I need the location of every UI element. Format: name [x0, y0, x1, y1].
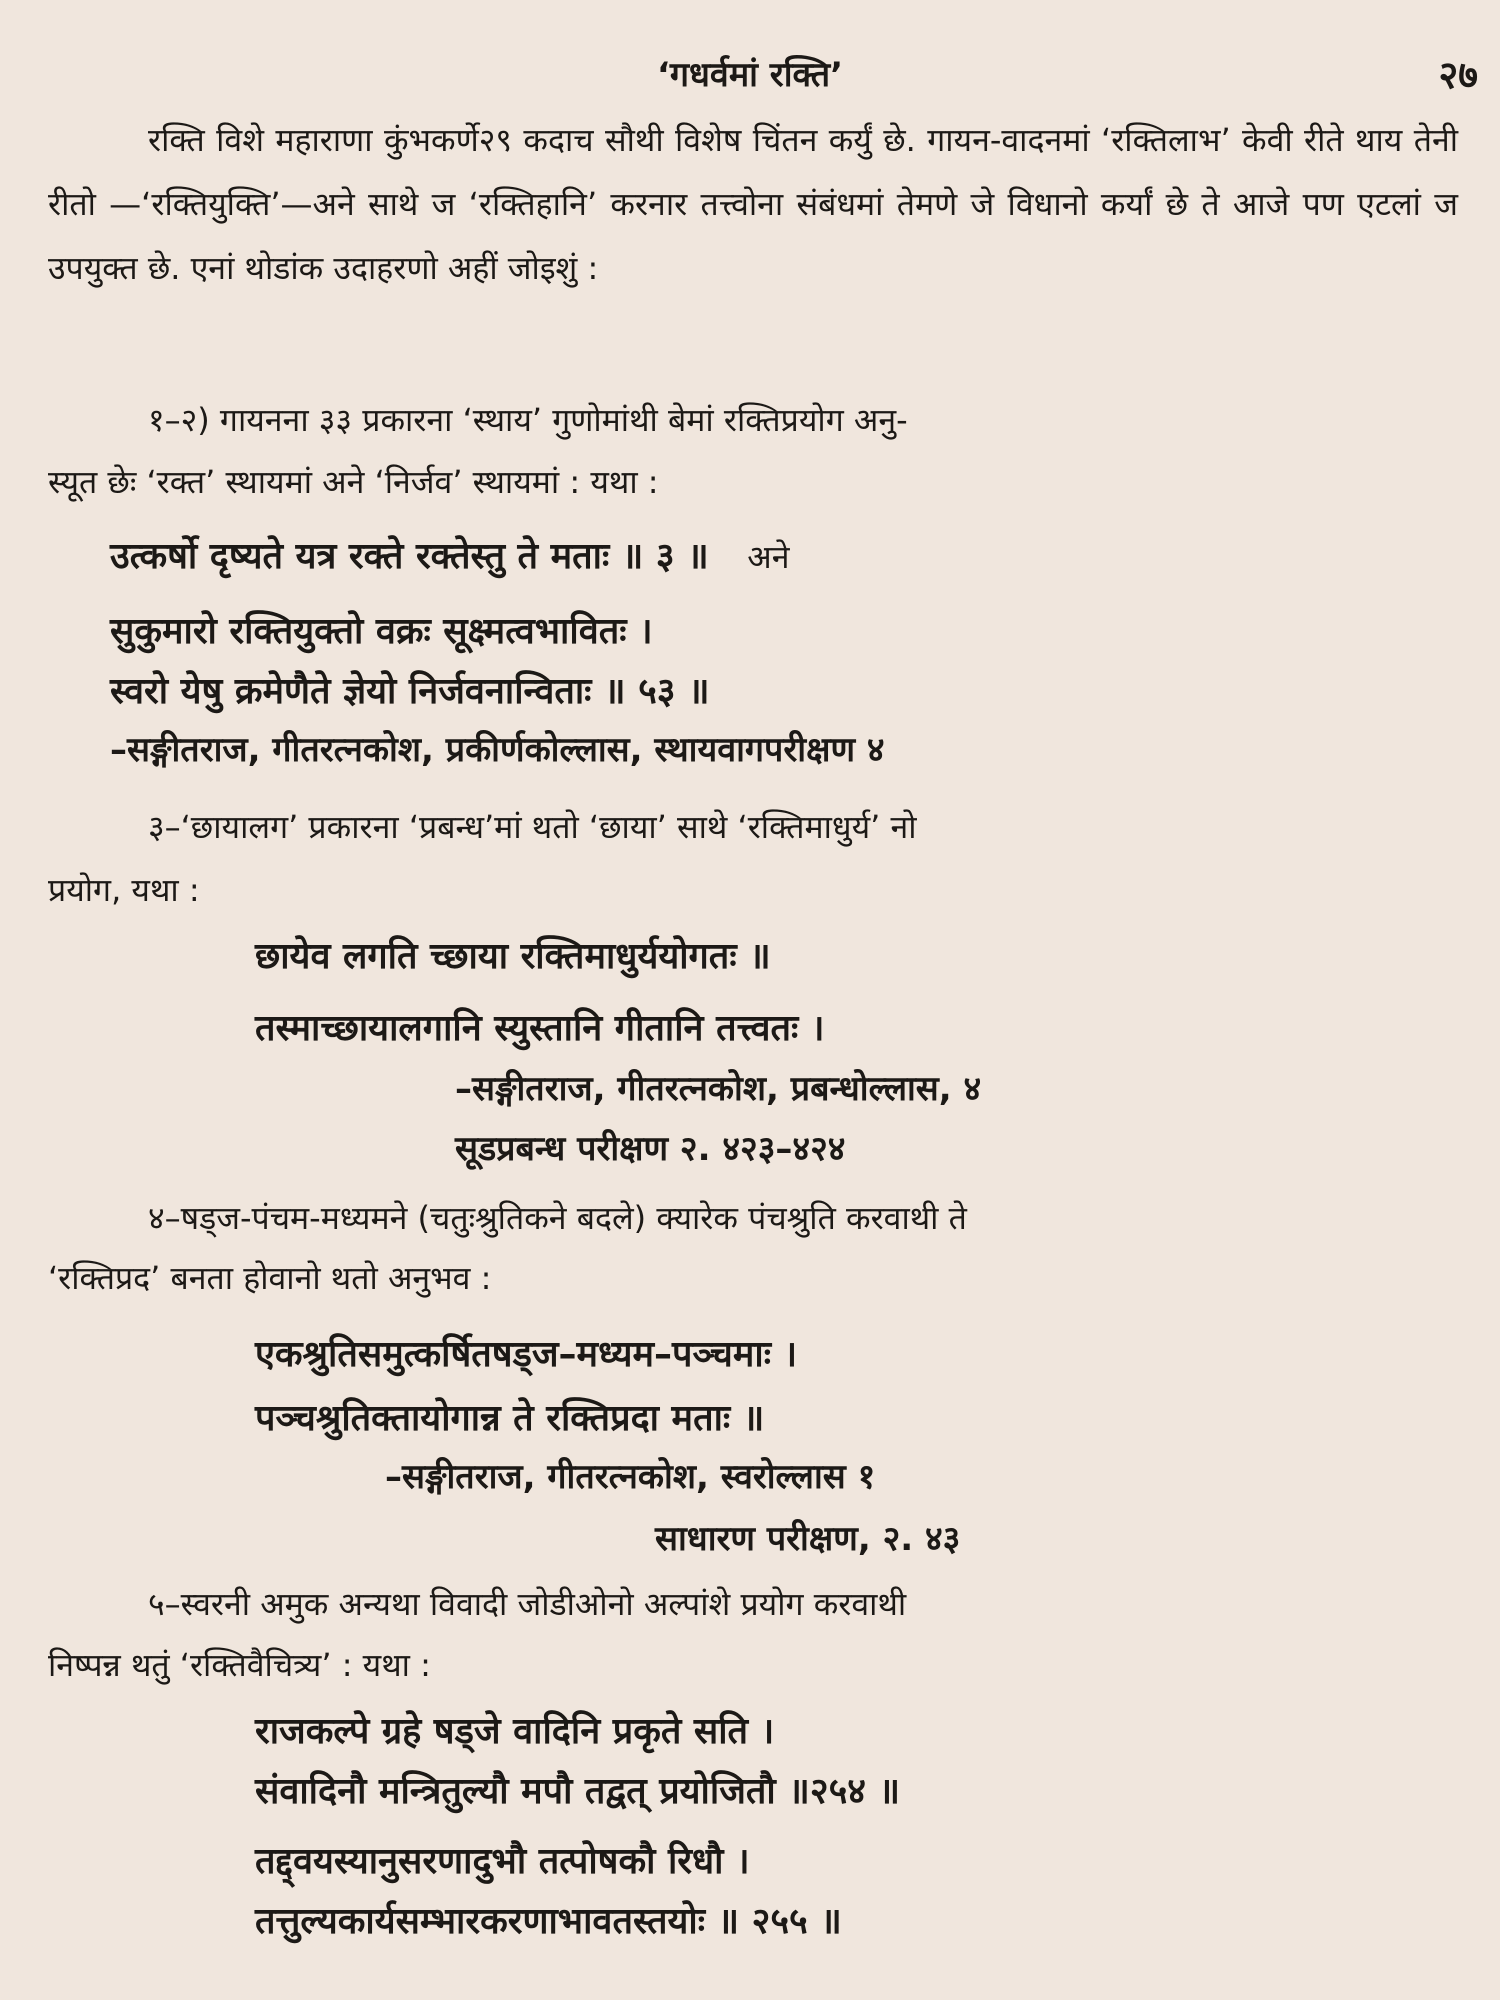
- section3-verse1: छायेव लगति च्छाया रक्तिमाधुर्ययोगतः ॥: [255, 936, 771, 977]
- section3-verse2: तस्माच्छायालगानि स्युस्तानि गीतानि तत्त्वतः ।: [255, 1008, 825, 1049]
- section4-line2: ‘रक्तिप्रद’ बनता होवानो थतो अनुभव :: [48, 1259, 492, 1297]
- section1-verse1: [110, 530, 789, 579]
- section3-source1: –सङ्गीतराज, गीतरत्नकोश, प्रबन्धोल्लास, ४: [455, 1069, 982, 1109]
- section4-source2: साधारण परीक्षण, २. ४३: [655, 1519, 961, 1559]
- section5-line1: ५–स्वरनी अमुक अन्यथा विवादी जोडीओनो अल्पांशे प्रयोग करवाथी: [148, 1585, 907, 1623]
- section3-line1: ३–‘छायालग’ प्रकारना ‘प्रबन्ध’मां थतो ‘छाया’ साथे ‘रक्तिमाधुर्य’ नो: [148, 808, 917, 846]
- section4-verse2: पञ्चश्रुतिक्तायोगान्न ते रक्तिप्रदा मताः ॥: [255, 1398, 765, 1439]
- section3-source2: सूडप्रबन्ध परीक्षण २. ४२३–४२४: [455, 1129, 846, 1169]
- section5-verse1: राजकल्पे ग्रहे षड्जे वादिनि प्रकृते सति ।: [255, 1711, 775, 1752]
- section3-line2: प्रयोग, यथा :: [48, 871, 200, 909]
- section1-verse2: सुकुमारो रक्तियुक्तो वक्रः सूक्ष्मत्वभावितः ।: [110, 611, 653, 652]
- page-number: २७: [1438, 53, 1478, 97]
- running-header-title: ‘गधर्वमां रक्ति’: [656, 55, 844, 95]
- section5-verse2: संवादिनौ मन्त्रितुल्यौ मपौ तद्वत् प्रयोजितौ ॥२५४ ॥: [255, 1771, 901, 1812]
- section1-verse3: स्वरो येषु क्रमेणैते ज्ञेयो निर्जवनान्विताः ॥ ५३ ॥: [110, 671, 710, 712]
- section1-verse1-suffix: अने: [747, 538, 790, 576]
- section1-source: –सङ्गीतराज, गीतरत्नकोश, प्रकीर्णकोल्लास, स्थायवागपरीक्षण ४: [110, 730, 885, 770]
- section1-verse1-text: उत्कर्षो दृष्यते यत्र रक्ते रक्तेस्तु ते मताः ॥ ३ ॥: [110, 536, 709, 577]
- section4-source1: –सङ्गीतराज, गीतरत्नकोश, स्वरोल्लास १: [385, 1457, 876, 1497]
- section5-verse4: तत्तुल्यकार्यसम्भारकरणाभावतस्तयोः ॥ २५५ ॥: [255, 1901, 842, 1942]
- intro-paragraph: [48, 108, 1458, 300]
- section1-line2: स्यूत छेः ‘रक्त’ स्थायमां अने ‘निर्जव’ स्थायमां : यथा :: [48, 463, 659, 501]
- section5-line2: निष्पन्न थतुं ‘रक्तिवैचित्र्य’ : यथा :: [48, 1646, 431, 1684]
- section5-verse3: तद्द्वयस्यानुसरणादुभौ तत्पोषकौ रिधौ ।: [255, 1841, 750, 1882]
- section1-line1: १–२) गायनना ३३ प्रकारना ‘स्थाय’ गुणोमांथी बेमां रक्तिप्रयोग अनु-: [148, 401, 908, 439]
- intro-text: रक्ति विशे महाराणा कुंभकर्णे२९ कदाच सौथी विशेष चिंतन कर्युं छे. गायन-वादनमां ‘रक्तिलाभ’ केवी रीते थाय तेनी रीतो —‘रक्तियुक्ति’—अने साथे ज ‘रक्तिहानि’ करनार तत्त्वोना संबंधमां तेमणे जे विधानो कर्यां छे ते आजे पण एटलां ज उपयुक्त छे. एनां थोडांक उदाहरणो अहीं जोइशुं :: [48, 121, 1458, 287]
- section4-verse1: एकश्रुतिसमुत्कर्षितषड्ज–मध्यम–पञ्चमाः ।: [255, 1334, 798, 1375]
- section4-line1: ४–षड्ज-पंचम-मध्यमने (चतुःश्रुतिकने बदले) क्यारेक पंचश्रुति करवाथी ते: [148, 1199, 967, 1237]
